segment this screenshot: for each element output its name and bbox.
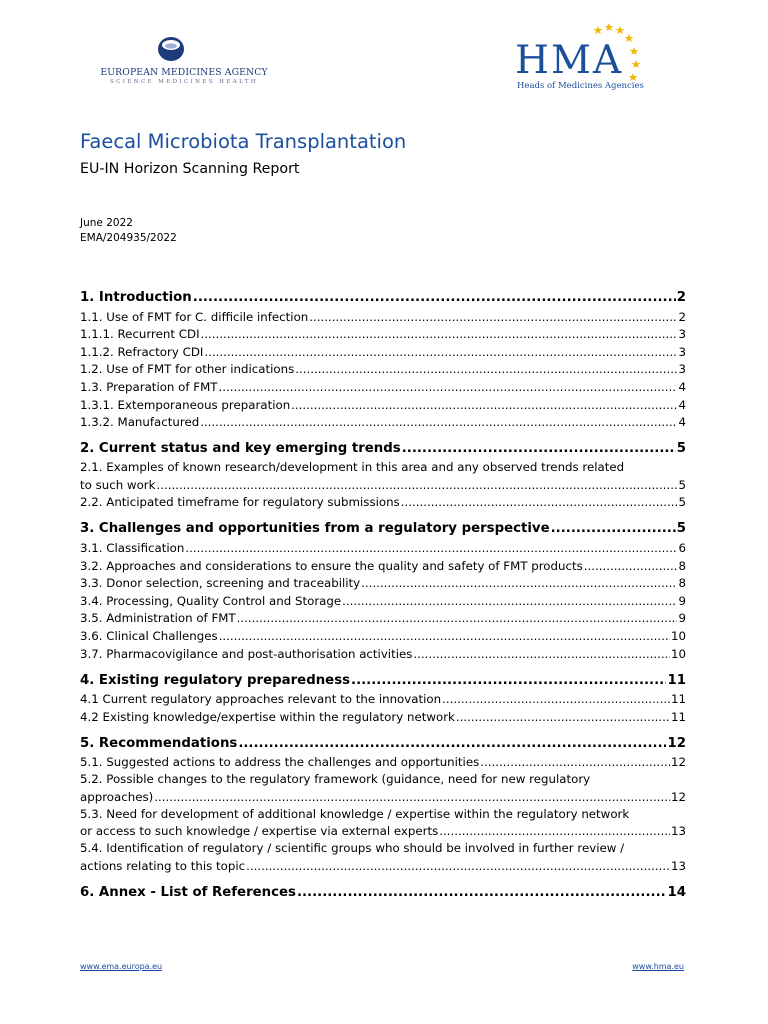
toc-entry-label: 5. Recommendations [80, 735, 238, 751]
toc-dot-leader [154, 789, 670, 806]
toc-subheading-row [80, 557, 686, 575]
toc-page-number: 11 [670, 692, 686, 707]
toc-entry[interactable] [80, 670, 686, 691]
toc-entry-label: 4. Existing regulatory preparedness [80, 672, 351, 688]
toc-page-number: 8 [678, 558, 686, 573]
toc-dot-leader [401, 494, 678, 511]
toc-page-number: 13 [670, 824, 686, 839]
toc-entry-label: 2. Current status and key emerging trends [80, 441, 401, 457]
toc-heading-row [80, 518, 686, 539]
toc-entry-label: 6. Annex - List of References [80, 885, 296, 901]
toc-entry[interactable] [80, 708, 686, 726]
toc-subheading-row [80, 378, 686, 396]
toc-page-number: 12 [667, 735, 686, 751]
toc-entry-label: 1.1.2. Refractory CDI [80, 344, 204, 359]
toc-page-number: 2 [678, 309, 686, 324]
toc-subheading-row [80, 361, 686, 379]
toc-page-number: 4 [678, 397, 686, 412]
toc-subheading-row [80, 575, 686, 593]
toc-entry-label: 1.3.2. Manufactured [80, 415, 200, 430]
toc-dot-leader [351, 670, 666, 691]
toc-entry-label: 3.5. Administration of FMT [80, 611, 236, 626]
toc-page-number: 14 [667, 885, 686, 901]
toc-page-number: 3 [678, 362, 686, 377]
toc-subheading-row [80, 494, 686, 512]
toc-dot-leader [200, 414, 677, 431]
toc-entry[interactable] [80, 518, 686, 539]
toc-dot-leader [402, 438, 676, 459]
toc-dot-leader [342, 593, 677, 610]
toc-dot-leader [185, 540, 677, 557]
toc-page-number: 10 [670, 646, 686, 661]
toc-page-number: 2 [676, 290, 686, 305]
toc-entry[interactable] [80, 414, 686, 432]
document-subtitle: EU-IN Horizon Scanning Report [80, 161, 300, 177]
toc-page-number: 3 [678, 327, 686, 342]
toc-entry[interactable] [80, 806, 686, 841]
toc-dot-leader [309, 309, 677, 326]
toc-entry-label: 3.6. Clinical Challenges [80, 628, 218, 643]
toc-entry[interactable] [80, 592, 686, 610]
toc-entry[interactable] [80, 610, 686, 628]
toc-page-number: 12 [670, 755, 686, 770]
toc-entry-label: 5.1. Suggested actions to address the challenges and opportunities [80, 755, 480, 770]
toc-entry-label: 3.7. Pharmacovigilance and post-authorisation activities [80, 646, 413, 661]
ema-website-link[interactable]: www.ema.europa.eu [80, 962, 163, 971]
toc-subheading-row [80, 708, 686, 726]
toc-subheading-row [80, 691, 686, 709]
toc-dot-leader [204, 344, 677, 361]
toc-page-number: 4 [678, 415, 686, 430]
toc-page-number: 5 [678, 495, 686, 510]
toc-entry[interactable] [80, 771, 686, 806]
toc-subheading-row [80, 396, 686, 414]
toc-entry-label: 1.3.1. Extemporaneous preparation [80, 397, 291, 412]
toc-entry-label: 1. Introduction [80, 290, 192, 305]
toc-dot-leader [442, 691, 670, 708]
toc-subheading-row [80, 857, 686, 875]
toc-entry-label: approaches) [80, 789, 154, 804]
toc-subheading-row [80, 610, 686, 628]
toc-dot-leader [156, 477, 677, 494]
toc-entry-label: 3.4. Processing, Quality Control and Storage [80, 593, 342, 608]
hma-acronym: HMA [515, 38, 624, 83]
toc-dot-leader [480, 754, 670, 771]
toc-entry-label: 4.1 Current regulatory approaches relevant to the innovation [80, 692, 442, 707]
document-meta [80, 216, 177, 246]
toc-dot-leader [219, 628, 670, 645]
ema-logo [90, 30, 270, 90]
toc-page-number: 5 [678, 477, 686, 492]
hma-name: Heads of Medicines Agencies [517, 81, 644, 91]
toc-page-number: 11 [670, 709, 686, 724]
toc-subheading-row [80, 476, 686, 494]
toc-entry-label: 2.2. Anticipated timeframe for regulatory submissions [80, 495, 400, 510]
toc-entry-label: 1.2. Use of FMT for other indications [80, 362, 295, 377]
toc-entry[interactable] [80, 438, 686, 459]
toc-page-number: 9 [678, 611, 686, 626]
toc-entry[interactable] [80, 308, 686, 326]
toc-entry-label: 3. Challenges and opportunities from a regulatory perspective [80, 521, 550, 537]
toc-subheading-row [80, 539, 686, 557]
toc-heading-row [80, 438, 686, 459]
toc-entry[interactable] [80, 378, 686, 396]
toc-page-number: 11 [667, 672, 686, 688]
toc-dot-leader [246, 858, 670, 875]
document-date: June 2022 [80, 217, 133, 229]
toc-entry[interactable] [80, 326, 686, 344]
toc-entry-label-line1: 5.4. Identification of regulatory / scientific groups who should be involved in further review / [80, 841, 625, 856]
document-reference: EMA/204935/2022 [80, 232, 177, 244]
toc-dot-leader [291, 397, 677, 414]
toc-subheading-row [80, 592, 686, 610]
toc-page-number: 10 [670, 628, 686, 643]
toc-subheading-row [80, 823, 686, 841]
toc-entry-label: 3.1. Classification [80, 540, 185, 555]
toc-page-number: 8 [678, 576, 686, 591]
toc-dot-leader [201, 326, 678, 343]
toc-heading-row [80, 287, 686, 308]
toc-page-number: 4 [678, 379, 686, 394]
toc-entry[interactable] [80, 557, 686, 575]
toc-entry[interactable] [80, 691, 686, 709]
toc-entry-label: 3.2. Approaches and considerations to ensure the quality and safety of FMT products [80, 558, 583, 573]
toc-dot-leader [439, 823, 670, 840]
toc-entry-label: 3.3. Donor selection, screening and traceability [80, 576, 361, 591]
toc-entry-label-line1: 5.2. Possible changes to the regulatory framework (guidance, need for new regulatory [80, 772, 591, 787]
toc-entry[interactable] [80, 539, 686, 557]
header-logos [0, 0, 768, 110]
hma-logo [510, 20, 660, 95]
toc-subheading-row [80, 326, 686, 344]
toc-dot-leader [413, 646, 670, 663]
toc-dot-leader [297, 882, 667, 903]
toc-subheading-row [80, 627, 686, 645]
toc-heading-row [80, 670, 686, 691]
toc-page-number: 5 [676, 441, 686, 457]
toc-entry-label: 4.2 Existing knowledge/expertise within the regulatory network [80, 709, 455, 724]
toc-entry[interactable] [80, 882, 686, 903]
toc-entry[interactable] [80, 396, 686, 414]
toc-dot-leader [193, 287, 676, 308]
toc-entry[interactable] [80, 459, 686, 494]
toc-subheading-row [80, 343, 686, 361]
toc-subheading-row [80, 645, 686, 663]
ema-name: EUROPEAN MEDICINES AGENCY [100, 67, 268, 78]
toc-entry-label: 1.1.1. Recurrent CDI [80, 327, 200, 342]
toc-subheading-row [80, 754, 686, 772]
ema-emblem-icon [156, 34, 186, 62]
toc-entry-label-line1: 2.1. Examples of known research/development in this area and any observed trends related [80, 460, 625, 475]
toc-entry-label: to such work [80, 477, 156, 492]
toc-entry[interactable] [80, 361, 686, 379]
toc-page-number: 12 [670, 789, 686, 804]
toc-entry[interactable] [80, 343, 686, 361]
toc-dot-leader [218, 379, 677, 396]
toc-entry-label: actions relating to this topic [80, 859, 246, 874]
toc-dot-leader [237, 610, 678, 627]
toc-entry-label: or access to such knowledge / expertise via external experts [80, 824, 439, 839]
toc-page-number: 5 [676, 521, 686, 537]
toc-page-number: 6 [678, 540, 686, 555]
toc-dot-leader [238, 733, 666, 754]
toc-entry[interactable] [80, 645, 686, 663]
table-of-contents [80, 287, 686, 903]
toc-entry-label: 1.3. Preparation of FMT [80, 379, 218, 394]
toc-entry-label: 1.1. Use of FMT for C. difficile infection [80, 309, 309, 324]
toc-dot-leader [456, 709, 670, 726]
toc-entry[interactable] [80, 494, 686, 512]
toc-dot-leader [361, 575, 677, 592]
toc-page-number: 3 [678, 344, 686, 359]
toc-dot-leader [295, 361, 677, 378]
ema-tagline: SCIENCE MEDICINES HEALTH [110, 79, 258, 85]
toc-entry[interactable] [80, 733, 686, 754]
toc-dot-leader [584, 558, 678, 575]
toc-subheading-row [80, 308, 686, 326]
toc-subheading-row [80, 788, 686, 806]
toc-entry[interactable] [80, 575, 686, 593]
toc-heading-row [80, 733, 686, 754]
toc-entry[interactable] [80, 754, 686, 772]
toc-entry[interactable] [80, 627, 686, 645]
toc-entry[interactable] [80, 287, 686, 308]
toc-subheading-row [80, 414, 686, 432]
hma-website-link[interactable]: www.hma.eu [632, 962, 684, 971]
toc-heading-row [80, 882, 686, 903]
toc-page-number: 9 [678, 593, 686, 608]
toc-entry-label-line1: 5.3. Need for development of additional knowledge / expertise within the regulatory network [80, 806, 630, 821]
toc-dot-leader [551, 518, 676, 539]
toc-entry[interactable] [80, 840, 686, 875]
document-title: Faecal Microbiota Transplantation [80, 130, 407, 153]
toc-page-number: 13 [670, 859, 686, 874]
